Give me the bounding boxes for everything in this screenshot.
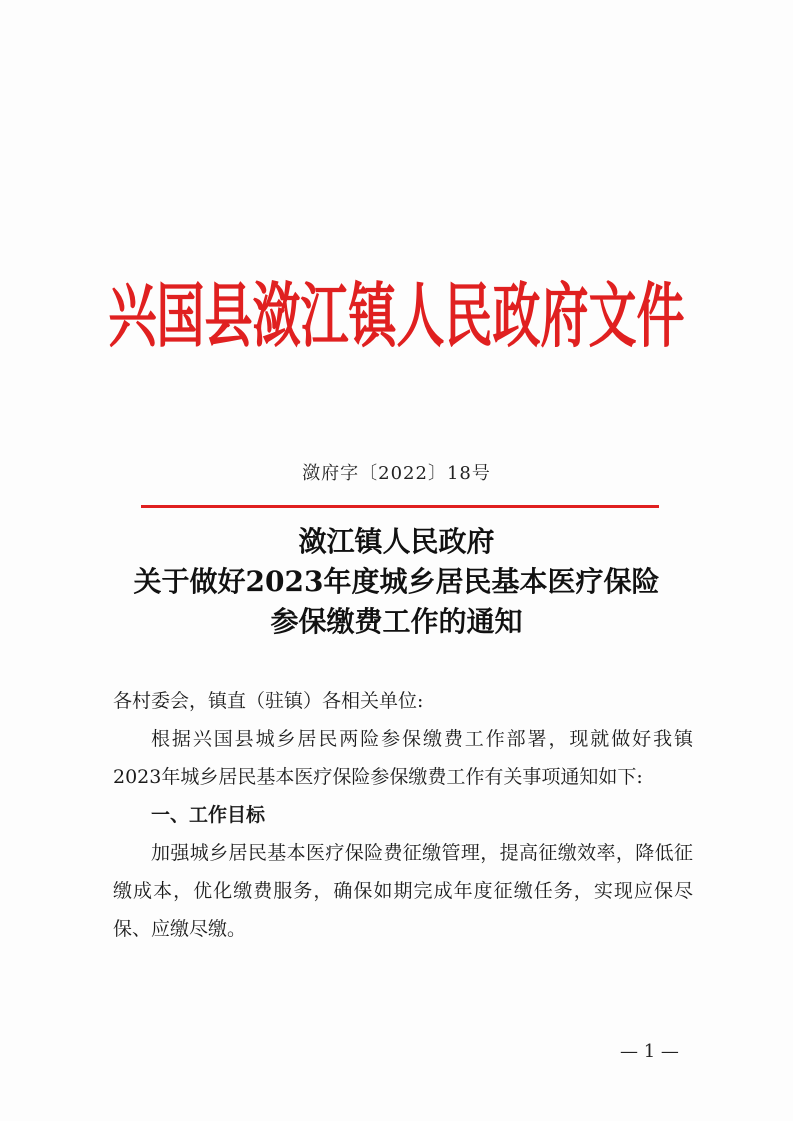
- title-line-1: 潋江镇人民政府: [298, 525, 495, 558]
- title-line-3: 参保缴费工作的通知: [270, 605, 523, 638]
- document-title: [0, 522, 793, 642]
- page-number: — 1 —: [620, 1041, 679, 1062]
- red-divider-line: [141, 505, 659, 508]
- paragraph-goals: 加强城乡居民基本医疗保险费征缴管理，提高征缴效率，降低征缴成本，优化缴费服务，确保如期完成年度征缴任务，实现应保尽保、应缴尽缴。: [113, 842, 693, 940]
- paragraph-intro: 根据兴国县城乡居民两险参保缴费工作部署，现就做好我镇2023年城乡居民基本医疗保险参保缴费工作有关事项通知如下:: [113, 728, 693, 788]
- section-heading-work-goals: 一、工作目标: [151, 804, 266, 826]
- title-line-2: 关于做好2023年度城乡居民基本医疗保险: [133, 565, 660, 598]
- salutation: 各村委会，镇直（驻镇）各相关单位:: [113, 690, 424, 712]
- document-body: [113, 682, 693, 948]
- red-header-masthead: 兴国县潋江镇人民政府文件: [108, 276, 685, 358]
- document-number: 潋府字〔2022〕18号: [302, 463, 491, 484]
